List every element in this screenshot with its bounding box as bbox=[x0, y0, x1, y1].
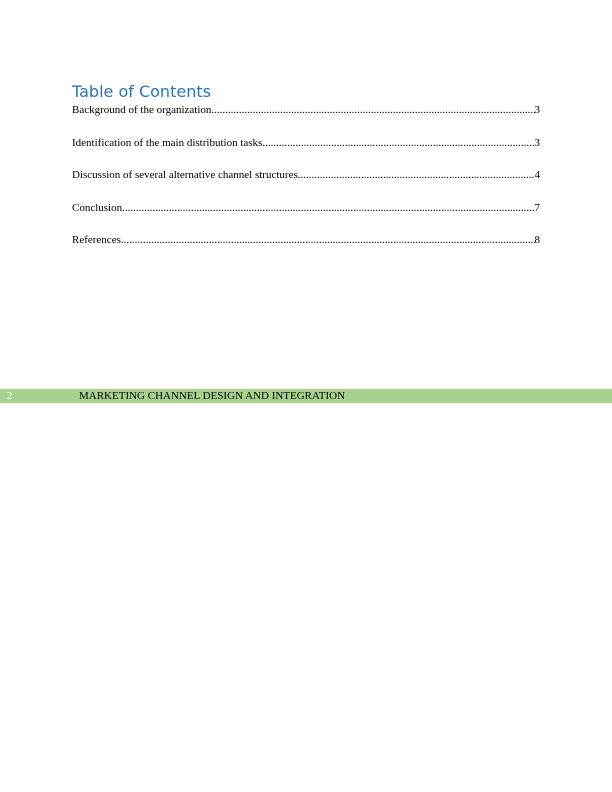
toc-page-number: 8 bbox=[534, 234, 540, 246]
running-head: MARKETING CHANNEL DESIGN AND INTEGRATION bbox=[79, 390, 346, 402]
toc-dot-leader bbox=[121, 232, 535, 248]
toc-page-number: 7 bbox=[534, 201, 540, 214]
toc-dot-leader bbox=[122, 200, 534, 216]
toc-dot-leader bbox=[298, 167, 535, 183]
toc-entry-text: References bbox=[72, 234, 121, 246]
toc-entry-text: Discussion of several alternative channel structures bbox=[72, 169, 298, 181]
toc-dot-leader bbox=[262, 135, 534, 151]
toc-page-number: 4 bbox=[534, 169, 540, 181]
toc-dot-leader bbox=[211, 102, 534, 118]
toc-entry[interactable] bbox=[72, 102, 540, 118]
toc-page-number: 3 bbox=[534, 104, 540, 116]
toc-entry[interactable] bbox=[72, 167, 540, 183]
toc-page-number: 3 bbox=[534, 136, 540, 149]
page-number: 2 bbox=[7, 390, 13, 402]
toc-entry[interactable] bbox=[72, 200, 540, 216]
toc-entry-text: Background of the organization bbox=[72, 104, 212, 116]
toc-entry-text: Identification of the main distribution tasks bbox=[72, 136, 263, 149]
toc-entry[interactable] bbox=[72, 232, 540, 248]
toc-list bbox=[72, 102, 540, 265]
header-footer-band bbox=[0, 389, 612, 403]
toc-entry-text: Conclusion bbox=[72, 201, 123, 214]
toc-entry[interactable] bbox=[72, 135, 540, 151]
toc-heading: Table of Contents bbox=[72, 82, 211, 101]
